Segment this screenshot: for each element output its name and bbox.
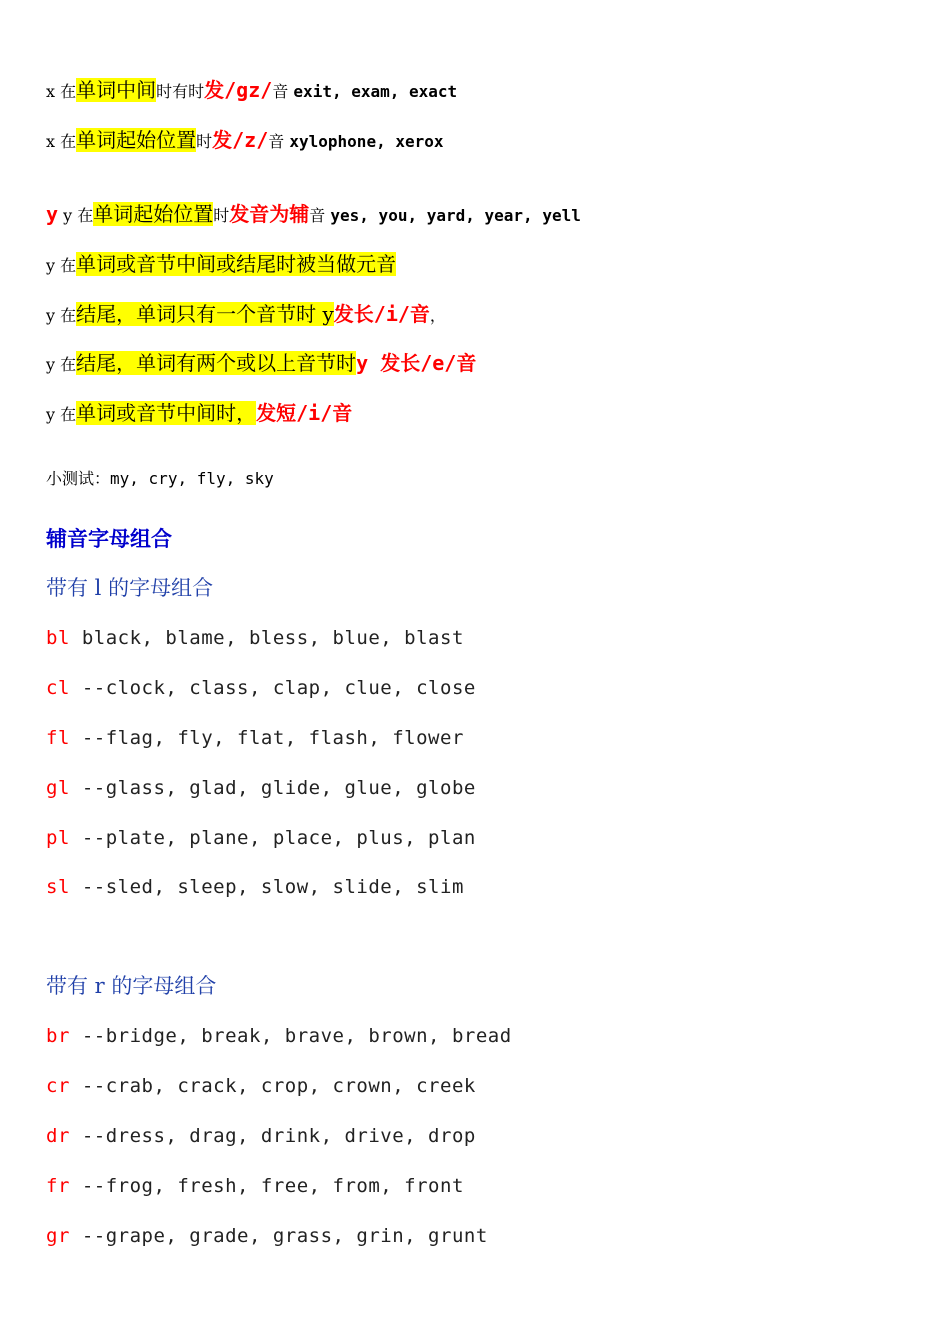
rule-text: 音	[309, 206, 326, 225]
highlighted-text: 单词起始位置	[93, 202, 214, 226]
combo-words: --frog, fresh, free, from, front	[69, 1175, 464, 1197]
highlighted-text: 结尾，单词有两个或以上音节时	[76, 351, 357, 375]
y-rule-two-syllables	[46, 351, 476, 375]
rule-text: 时	[196, 132, 213, 151]
combo-words: --clock, class, clap, clue, close	[69, 677, 476, 699]
pronunciation: 发音为辅	[229, 202, 310, 226]
combo-row	[46, 1075, 476, 1098]
y-rule-middle	[46, 401, 352, 425]
x-rule-start	[46, 128, 444, 152]
quiz-words: my, cry, fly, sky	[110, 469, 274, 488]
y-rule-one-syllable	[46, 302, 446, 326]
rule-text: 时有时	[156, 82, 205, 101]
section-title: 辅音字母组合	[46, 526, 172, 551]
y-rule-vowel	[46, 252, 396, 276]
combo-letters: pl	[46, 827, 70, 849]
combo-words: --dress, drag, drink, drive, drop	[69, 1125, 476, 1147]
combo-letters: bl	[46, 627, 70, 649]
combo-words: --flag, fly, flat, flash, flower	[69, 727, 464, 749]
quiz-line	[46, 469, 274, 488]
highlighted-text: 单词或音节中间时，	[76, 401, 257, 425]
combo-words: --grape, grade, grass, grin, grunt	[69, 1225, 488, 1247]
combo-row	[46, 677, 476, 700]
combo-row	[46, 1225, 488, 1248]
combo-row	[46, 1025, 512, 1048]
group-r-title: 带有 r 的字母组合	[46, 974, 217, 998]
rule-prefix: y 在	[46, 355, 77, 374]
combo-letters: gr	[46, 1225, 70, 1247]
combo-words: --sled, sleep, slow, slide, slim	[69, 876, 464, 898]
y-rule-start	[46, 202, 581, 226]
highlighted-text: 结尾，单词只有一个音节时 y	[76, 302, 334, 326]
rule-prefix: y 在	[46, 405, 77, 424]
combo-row	[46, 1125, 476, 1148]
combo-letters: fl	[46, 727, 70, 749]
combo-words: --bridge, break, brave, brown, bread	[69, 1025, 512, 1047]
rule-text: 时	[213, 206, 230, 225]
combo-words: --glass, glad, glide, glue, globe	[69, 777, 476, 799]
combo-letters: dr	[46, 1125, 70, 1147]
rule-prefix: y 在	[46, 256, 77, 275]
pronunciation: y 发长/e/音	[356, 351, 477, 375]
combo-letters: sl	[46, 876, 70, 898]
combo-letters: cl	[46, 677, 70, 699]
example-words: yes, you, yard, year, yell	[330, 206, 581, 225]
rule-prefix: y 在	[46, 306, 77, 325]
combo-letters: gl	[46, 777, 70, 799]
highlighted-text: 单词起始位置	[76, 128, 197, 152]
combo-row	[46, 827, 476, 850]
combo-letters: fr	[46, 1175, 70, 1197]
x-rule-middle	[46, 78, 457, 102]
combo-row	[46, 627, 464, 650]
rule-prefix: x 在	[46, 132, 77, 151]
combo-words: black, blame, bless, blue, blast	[69, 627, 464, 649]
rule-prefix: y 在	[58, 206, 94, 225]
rule-prefix: x 在	[46, 82, 77, 101]
combo-words: --crab, crack, crop, crown, creek	[69, 1075, 476, 1097]
pronunciation: 发短/i/音	[256, 401, 353, 425]
highlighted-text: 单词中间	[76, 78, 157, 102]
pronunciation: 发长/i/音	[333, 302, 430, 326]
pronunciation: 发/gz/	[204, 78, 273, 102]
example-words: exit, exam, exact	[293, 82, 458, 101]
combo-row	[46, 1175, 464, 1198]
letter-y: y	[46, 202, 59, 226]
example-words: xylophone, xerox	[289, 132, 444, 151]
rule-text: 音	[268, 132, 285, 151]
rule-text: ，	[429, 306, 446, 325]
combo-words: --plate, plane, place, plus, plan	[69, 827, 476, 849]
combo-letters: br	[46, 1025, 70, 1047]
group-l-title: 带有 l 的字母组合	[46, 576, 214, 600]
highlighted-text: 单词或音节中间或结尾时被当做元音	[76, 252, 397, 276]
combo-letters: cr	[46, 1075, 70, 1097]
combo-row	[46, 777, 476, 800]
combo-row	[46, 876, 464, 899]
rule-text: 音	[272, 82, 289, 101]
pronunciation: 发/z/	[212, 128, 269, 152]
quiz-label: 小测试：	[46, 469, 111, 488]
combo-row	[46, 727, 464, 750]
